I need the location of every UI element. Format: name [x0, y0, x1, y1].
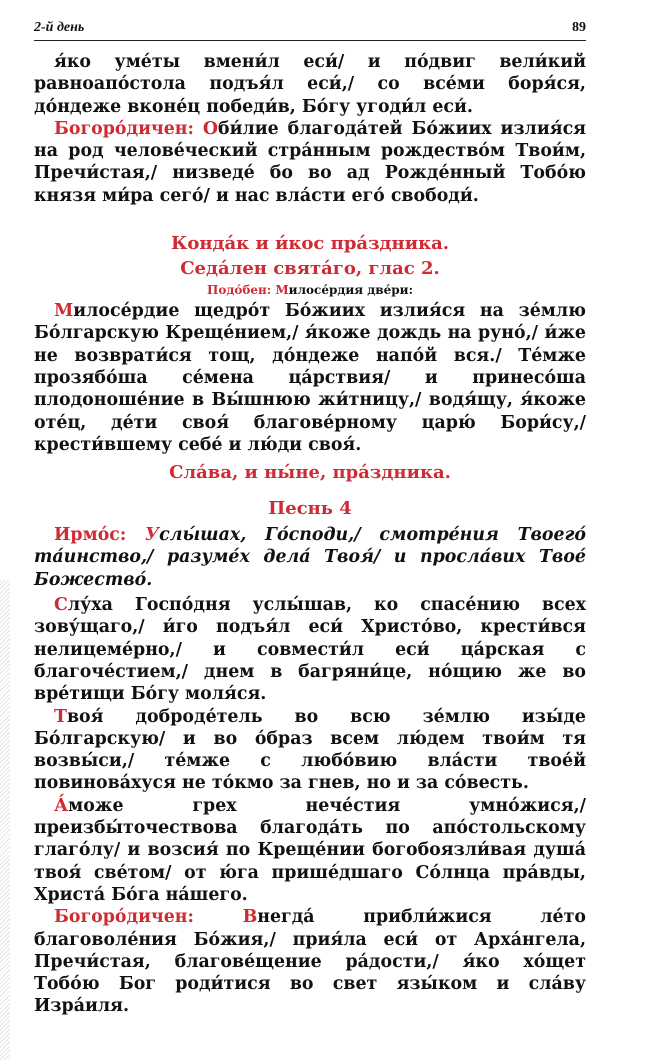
theotokion-2: Богоро́дичен: Внегда́ прибли́жися ле́то благоволе́ния Бо́жия,/ прия́ла еси́ от Арха́нгела, Пречи́стая, благове́щение ра́дости,/ я́ко хо́щет Тобо́ю Бог роди́тися во свет язы́ком и сла́ву Изра́иля.	[34, 907, 586, 1017]
drop-cap: Т	[54, 706, 67, 727]
page-number: 89	[572, 20, 586, 35]
header-day-label: 2-й день	[34, 20, 85, 35]
drop-cap: С	[54, 595, 68, 616]
section-title-sedalen: Седа́лен свята́го, глас 2.	[180, 258, 440, 280]
drop-cap: М	[54, 301, 74, 322]
podoben-line: Подо́бен: Милосе́рдия две́ри:	[206, 283, 414, 298]
sedalen-text: Милосе́рдие щедро́т Бо́жиих излия́ся на зе́млю Бо́лгарскую Креще́нием,/ я́коже дождь на руно́,/ и́же не возврати́ся тощ, до́ндеже напо́й вся./ Те́мже прозябо́ша се́мена ца́рствия/ и принесо́ша плодоноше́ние в Вы́шнюю жи́тницу,/ водя́щу, я́коже оте́ц, де́ти своя́ благове́рному царю́ Бори́су,/ крести́вшему себе́ и лю́ди своя́.	[34, 301, 586, 455]
irmos: Ирмо́с: Услы́шах, Го́споди,/ смотре́ния Твоего́ та́инство,/ разуме́х дела́ Твоя́/ и просла́вих Твое́ Божество́.	[34, 525, 586, 590]
theotokion-label: Богоро́дичен:	[54, 907, 194, 928]
drop-cap: О	[202, 118, 218, 139]
troparion-3: А́може грех нече́стия умно́жися,/ преизбы́точествова благода́ть по апо́стольскому глаго́лу/ и возсия́ по Креще́нии богобоязли́вая душа́ твоя́ све́том/ от ю́га прише́дшаго Со́лнца пра́вды, Христа́ Бо́га на́шего.	[34, 795, 586, 905]
drop-cap: В	[242, 907, 258, 928]
book-page	[34, 20, 586, 1018]
drop-cap: А	[54, 795, 69, 816]
theotokion-label: Богоро́дичен:	[54, 118, 194, 139]
theotokion-1: Богоро́дичен: Оби́лие благода́тей Бо́жиих излия́ся на род челове́ческий стра́нным рождество́м Твои́м, Пречи́стая,/ низведе́ бо во ад Рожде́нный Тобо́ю князя ми́ра сего́/ и нас вла́сти его́ свободи́.	[34, 118, 587, 206]
section-title-ode-4: Песнь 4	[268, 498, 352, 520]
troparion-2: Твоя́ доброде́тель во всю зе́млю изы́де Бо́лгарскую/ и во о́браз всем лю́дем твои́м тя возвы́си,/ те́мже с любо́вию вла́сти твое́й повинова́хуся не то́кмо за гнев, но и за со́весть.	[34, 706, 586, 794]
section-title-kontakion: Конда́к и и́кос пра́здника.	[170, 233, 450, 255]
section-title-slava: Сла́ва, и ны́не, пра́здника.	[169, 462, 451, 484]
irmos-label: Ирмо́с:	[54, 525, 127, 546]
running-header	[34, 20, 586, 41]
troparion-1: Слу́ха Госпо́дня услы́шав, ко спасе́нию всех зову́щаго,/ и́го подъя́л еси́ Христо́во, крести́вся нелицеме́рно,/ и совмести́л еси́ ца́рская с благоче́стием,/ днем в багряни́це, но́щию же во вре́тищи Бо́гу моля́ся.	[34, 595, 586, 705]
liturgical-text	[34, 51, 586, 1018]
paragraph-1: я́ко уме́ты вмени́л еси́/ и по́двиг вели́кий равноапо́стола подъя́л еси́,/ со все́ми боря́ся, до́ндеже вконе́ц победи́в, Бо́гу угоди́л еси́.	[34, 52, 586, 117]
page-edge-texture	[0, 580, 10, 1060]
drop-cap: У	[145, 525, 160, 546]
